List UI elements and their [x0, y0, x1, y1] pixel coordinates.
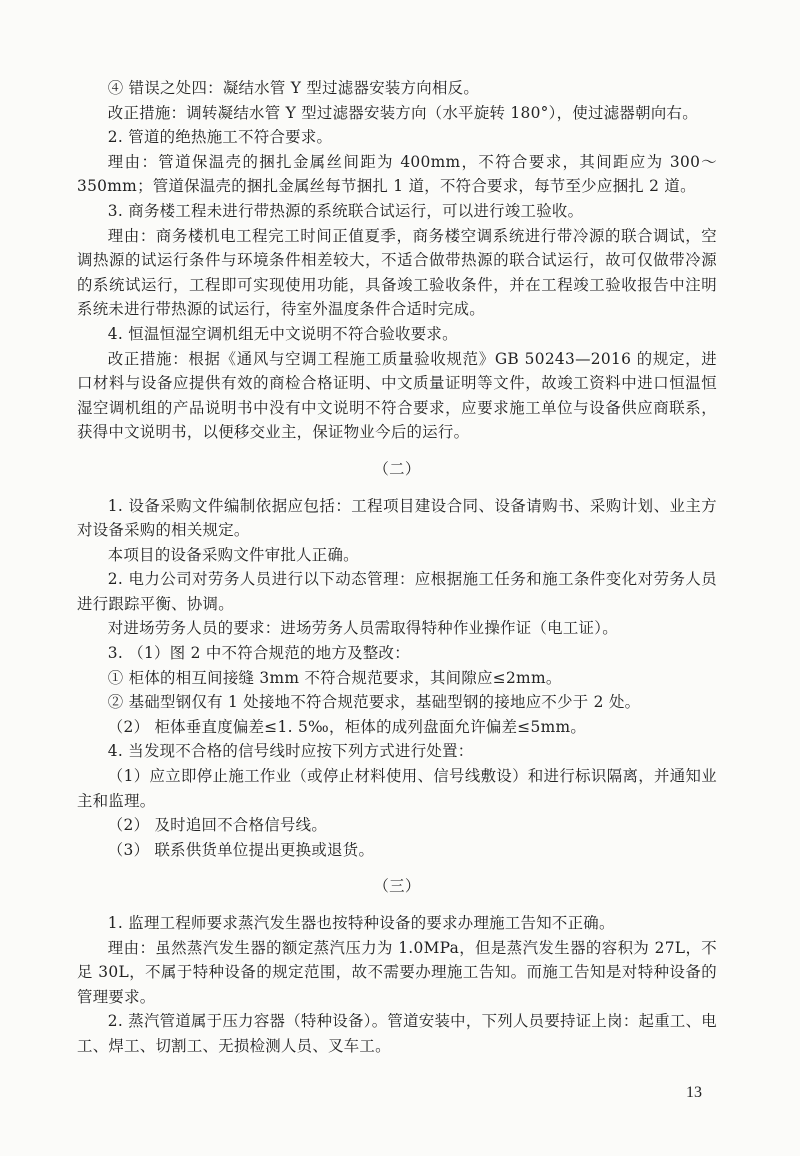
paragraph: 4. 恒温恒湿空调机组无中文说明不符合验收要求。 [107, 324, 458, 343]
paragraph: 1. 监理工程师要求蒸汽发生器也按特种设备的要求办理施工告知不正确。 [107, 914, 615, 932]
paragraph: 本项目的设备采购文件审批人正确。 [107, 545, 359, 564]
paragraph: （2） 及时追回不合格信号线。 [107, 816, 328, 835]
paragraph: （3） 联系供货单位提出更换或退货。 [107, 840, 375, 859]
paragraph: （2） 柜体垂直度偏差≤1. 5‰，柜体的成列盘面允许偏差≤5mm。 [107, 717, 587, 736]
section-heading: （二） [373, 459, 421, 478]
paragraph: 改正措施：调转凝结水管 Y 型过滤器安装方向（水平旋转 180°），使过滤器朝向右。 [107, 103, 698, 122]
paragraph: （1）应立即停止施工作业（或停止材料使用、信号线敷设）和进行标识隔离，并通知业主和监理。 [77, 767, 717, 810]
paragraph: 理由：商务楼机电工程完工时间正值夏季，商务楼空调系统进行带冷源的联合调试，空调热源的试运行条件与环境条件相差较大，不适合做带热源的联合试运行，故可仅做带冷源的系统试运行，工程即可实现使用功能，具备竣工验收条件，并在工程竣工验收报告中注明系统未进行带热源的试运行，待室外温度条件合适时完成。 [77, 226, 717, 319]
paragraph: 3. （1）图 2 中不符合规范的地方及整改： [107, 644, 410, 663]
paragraph: 对进场劳务人员的要求：进场劳务人员需取得特种作业操作证（电工证）。 [107, 619, 618, 638]
paragraph: 3. 商务楼工程未进行带热源的系统联合试运行，可以进行竣工验收。 [107, 201, 584, 220]
paragraph: 改正措施：根据《通风与空调工程施工质量验收规范》GB 50243—2016 的规定，进口材料与设备应提供有效的商检合格证明、中文质量证明等文件，故竣工资料中进口恒温恒湿空调机组的产品说明书中没有中文说明不符合要求，应要求施工单位与设备供应商联系，获得中文说明书，以便移交业主，保证物业今后的运行。 [77, 349, 717, 442]
paragraph: 1. 设备采购文件编制依据应包括：工程项目建设合同、设备请购书、采购计划、业主方对设备采购的相关规定。 [77, 496, 717, 540]
paragraph: 2. 管道的绝热施工不符合要求。 [107, 128, 333, 147]
paragraph: 2. 蒸汽管道属于压力容器（特种设备）。管道安装中，下列人员要持证上岗：起重工、电工、焊工、切割工、无损检测人员、叉车工。 [77, 1012, 717, 1055]
paragraph: 2. 电力公司对劳务人员进行以下动态管理：应根据施工任务和施工条件变化对劳务人员进行跟踪平衡、协调。 [77, 570, 717, 613]
paragraph: ① 柜体的相互间接缝 3mm 不符合规范要求，其间隙应≤2mm。 [107, 668, 562, 687]
paragraph: 理由：管道保温壳的捆扎金属丝间距为 400mm，不符合要求，其间距应为 300～350mm；管道保温壳的捆扎金属丝每节捆扎 1 道，不符合要求，每节至少应捆扎 2 道。 [77, 152, 717, 196]
section-heading: （三） [373, 877, 421, 896]
paragraph: 理由：虽然蒸汽发生器的额定蒸汽压力为 1.0MPa，但是蒸汽发生器的容积为 27L，不足 30L，不属于特种设备的规定范围，故不需要办理施工告知。而施工告知是对特种设备的管理要求。 [77, 938, 717, 1006]
paragraph: 4. 当发现不合格的信号线时应按下列方式进行处置： [107, 742, 474, 761]
page-body [77, 76, 717, 1059]
paragraph: ④ 错误之处四：凝结水管 Y 型过滤器安装方向相反。 [107, 79, 480, 97]
paragraph: ② 基础型钢仅有 1 处接地不符合规范要求，基础型钢的接地应不少于 2 处。 [107, 693, 641, 712]
page-number: 13 [686, 1084, 702, 1101]
